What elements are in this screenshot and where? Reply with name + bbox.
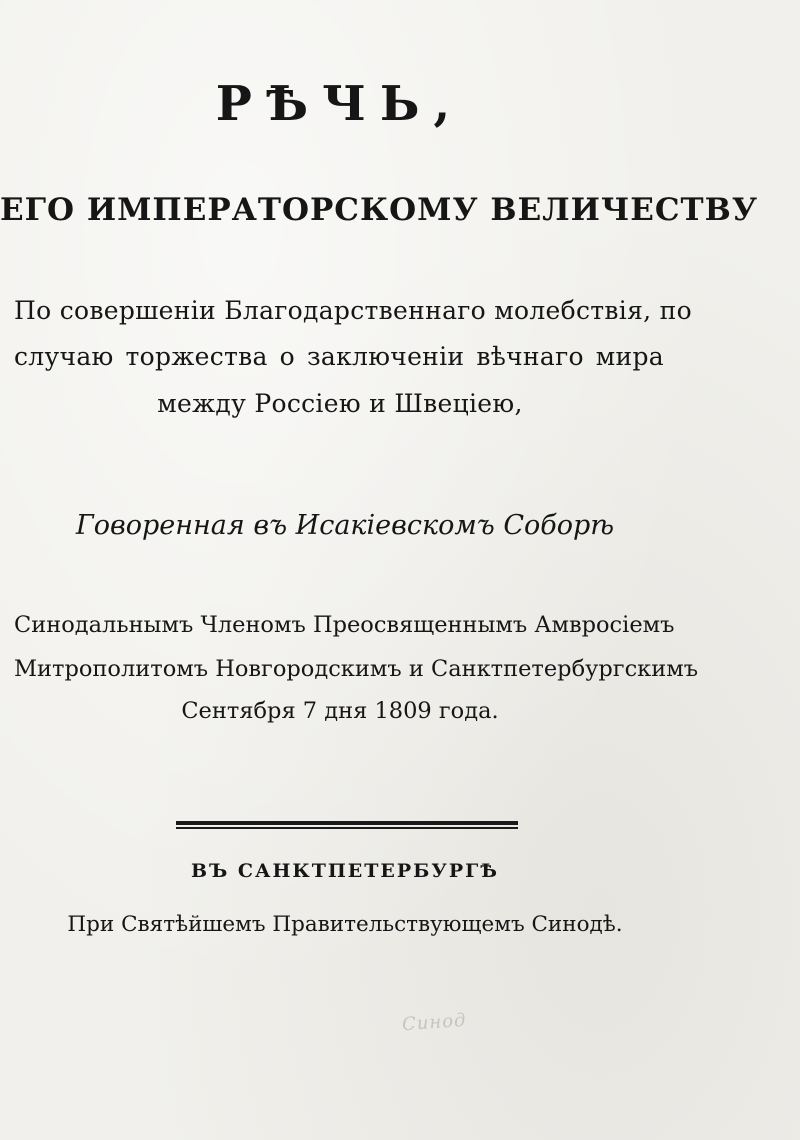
document-subtitle: ЕГО ИМПЕРАТОРСКОМУ ВЕЛИЧЕСТВУ [0,192,758,228]
occasion-line-2: случаю торжества о заключенiи вѣчнаго мира [14,342,664,371]
double-rule-divider [176,821,518,829]
document-title: РѢЧЬ, [215,76,465,132]
faint-library-stamp: Синод [401,1009,468,1036]
printer-line: При Святѣйшемъ Правительствующемъ Синодѣ. [67,912,623,937]
author-line-1: Синодальнымъ Членомъ Преосвященнымъ Амвросiемъ [14,612,675,638]
spoken-in-line: Говоренная въ Исакiевскомъ Соборѣ [75,510,615,541]
publication-place: ВЪ САНКТПЕТЕРБУРГѢ [191,860,499,882]
author-line-2: Митрополитомъ Новгородскимъ и Санктпетербургскимъ [14,656,699,682]
occasion-line-1: По совершенiи Благодарственнаго молебствiя, по [14,296,692,325]
date-line: Сентября 7 дня 1809 года. [181,698,499,724]
occasion-line-3: между Россiею и Швецiею, [157,389,523,418]
